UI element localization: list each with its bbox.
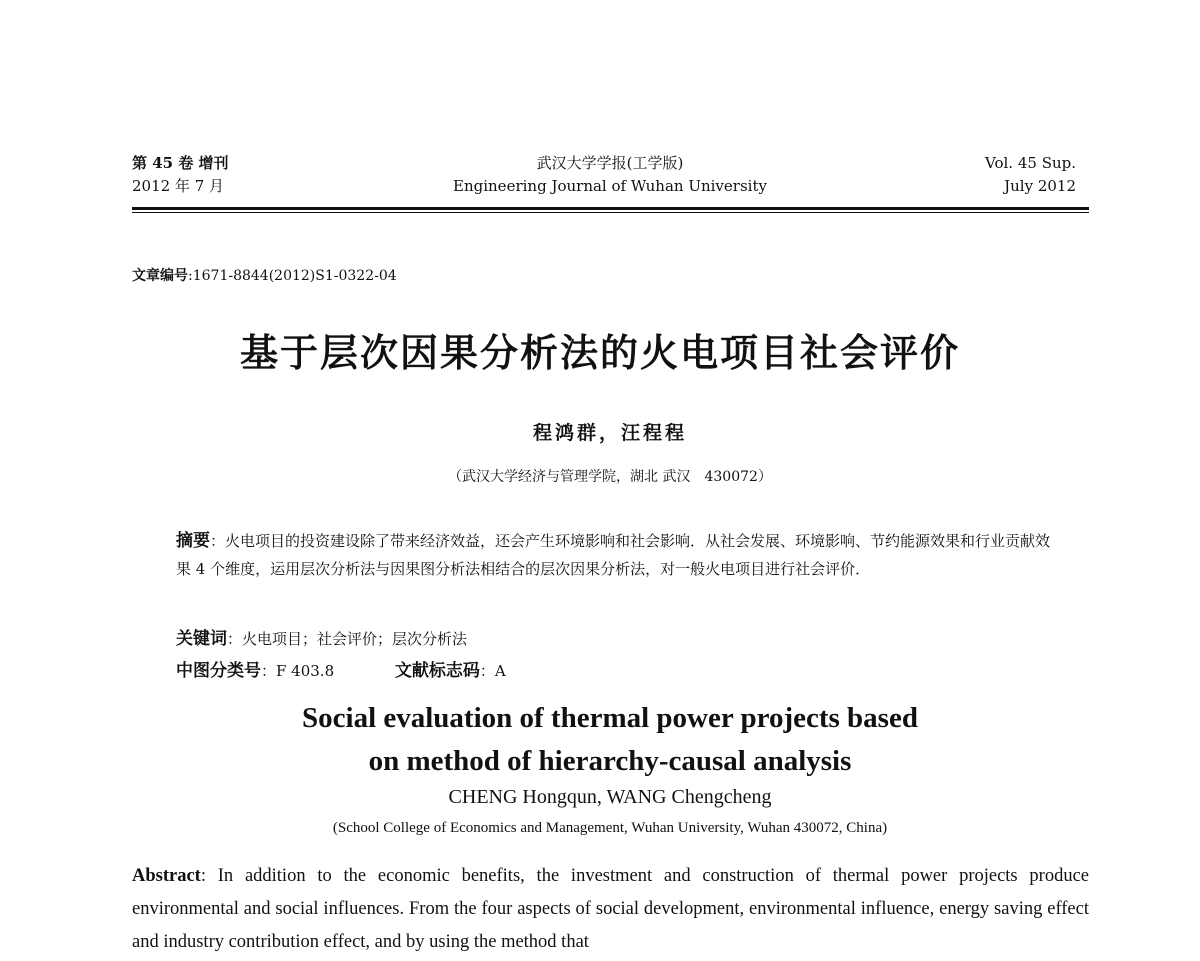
authors-en: CHENG Hongqun, WANG Chengcheng (448, 786, 772, 808)
article-number (132, 265, 397, 285)
journal-name-zh: 武汉大学学报(工学版) (536, 154, 684, 172)
journal-name-en: Engineering Journal of Wuhan University (453, 177, 767, 195)
keywords-zh-label: 关键词 (176, 629, 227, 649)
article-number-value: :1671-8844(2012)S1-0322-04 (188, 268, 397, 284)
abstract-zh-text: ：火电项目的投资建设除了带来经济效益，还会产生环境影响和社会影响．从社会发展、环境影响、节约能源效果和行业贡献效果 4 个维度，运用层次分析法与因果图分析法相结合的层次因果分析法，对一般火电项目进行社会评价． (176, 532, 1051, 578)
header-rule-thick (132, 207, 1089, 210)
document-code-label: 文献标志码 (394, 661, 480, 681)
header-rule-thin (132, 212, 1089, 213)
classification-line (176, 656, 506, 681)
keywords-zh (176, 624, 467, 649)
abstract-en-label: Abstract (132, 866, 201, 886)
abstract-zh (176, 527, 1056, 583)
document-code-value: ：A (479, 662, 506, 680)
classification-value: ：F 403.8 (261, 662, 335, 680)
abstract-zh-label: 摘要 (176, 531, 210, 551)
volume-issue-zh: 第 45 卷 增刊 (132, 154, 229, 172)
header-left (132, 152, 229, 198)
header-center (400, 152, 820, 198)
affiliation-zh: （武汉大学经济与管理学院，湖北 武汉 430072） (448, 469, 772, 485)
publication-date-en: July 2012 (1004, 177, 1076, 195)
keywords-zh-text: ：火电项目；社会评价；层次分析法 (227, 630, 468, 648)
abstract-en-text: : In addition to the economic benefits, the investment and construction of thermal power projects produce environmental and social influences. From the four aspects of social development, environmental influence, energy saving effect and industry contribution effect, and by using the method that (132, 866, 1089, 952)
title-en (0, 697, 1200, 783)
abstract-en (132, 860, 1089, 959)
publication-date-zh: 2012 年 7 月 (132, 177, 225, 195)
authors-zh: 程鸿群，汪程程 (532, 422, 687, 444)
affiliation-en: (School College of Economics and Management, Wuhan University, Wuhan 430072, China) (332, 820, 888, 836)
header-right (985, 152, 1076, 198)
classification-label: 中图分类号 (176, 661, 261, 681)
volume-issue-en: Vol. 45 Sup. (985, 154, 1076, 172)
article-number-label: 文章编号 (132, 268, 188, 284)
title-zh: 基于层次因果分析法的火电项目社会评价 (239, 331, 960, 375)
title-en-line-1: Social evaluation of thermal power projects based (302, 702, 918, 734)
title-en-line-2: on method of hierarchy-causal analysis (368, 745, 852, 777)
